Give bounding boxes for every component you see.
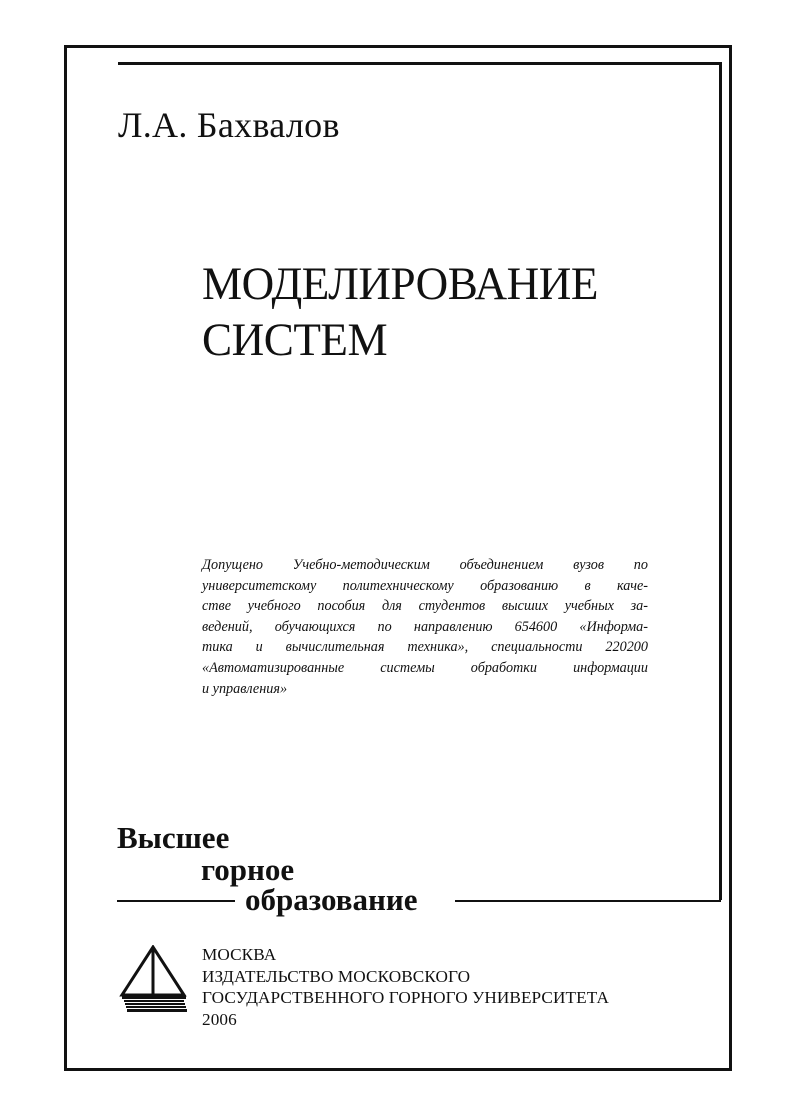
- series-line-2: горное: [201, 852, 295, 887]
- approval-line: и управления»: [202, 680, 288, 697]
- approval-line: ведений, обучающихся по направлению 654600 «Информа-: [202, 618, 648, 635]
- approval-line: стве учебного пособия для студентов высших учебных за-: [202, 598, 648, 615]
- publisher-name-line-2: ГОСУДАРСТВЕННОГО ГОРНОГО УНИВЕРСИТЕТА: [202, 988, 609, 1007]
- publisher-city: МОСКВА: [202, 945, 277, 964]
- publisher-name-line-1: ИЗДАТЕЛЬСТВО МОСКОВСКОГО: [202, 966, 471, 986]
- book-title-line-1: МОДЕЛИРОВАНИЕ: [202, 258, 598, 310]
- book-title: [202, 256, 598, 368]
- book-title-line-2: СИСТЕМ: [202, 314, 388, 366]
- series-rule-left: [117, 900, 235, 902]
- approval-line: Допущено Учебно-методическим объединением вузов по: [202, 557, 648, 573]
- publisher-logo-icon: [119, 945, 191, 1015]
- approval-line: тика и вычислительная техника», специальности 220200: [202, 639, 648, 656]
- frame-right-rule: [719, 62, 722, 900]
- approval-statement: [202, 555, 648, 699]
- frame-top-rule: [118, 62, 722, 65]
- series-line-3: образование: [245, 882, 418, 917]
- series-rule-right: [455, 900, 721, 902]
- series-line-1: Высшее: [117, 820, 230, 855]
- approval-line: «Автоматизированные системы обработки информации: [202, 659, 648, 676]
- publication-year: 2006: [202, 1009, 237, 1029]
- publisher-block: [202, 944, 609, 1030]
- author-name: Л.А. Бахвалов: [118, 105, 340, 145]
- approval-line: университетскому политехническому образованию в каче-: [202, 577, 648, 594]
